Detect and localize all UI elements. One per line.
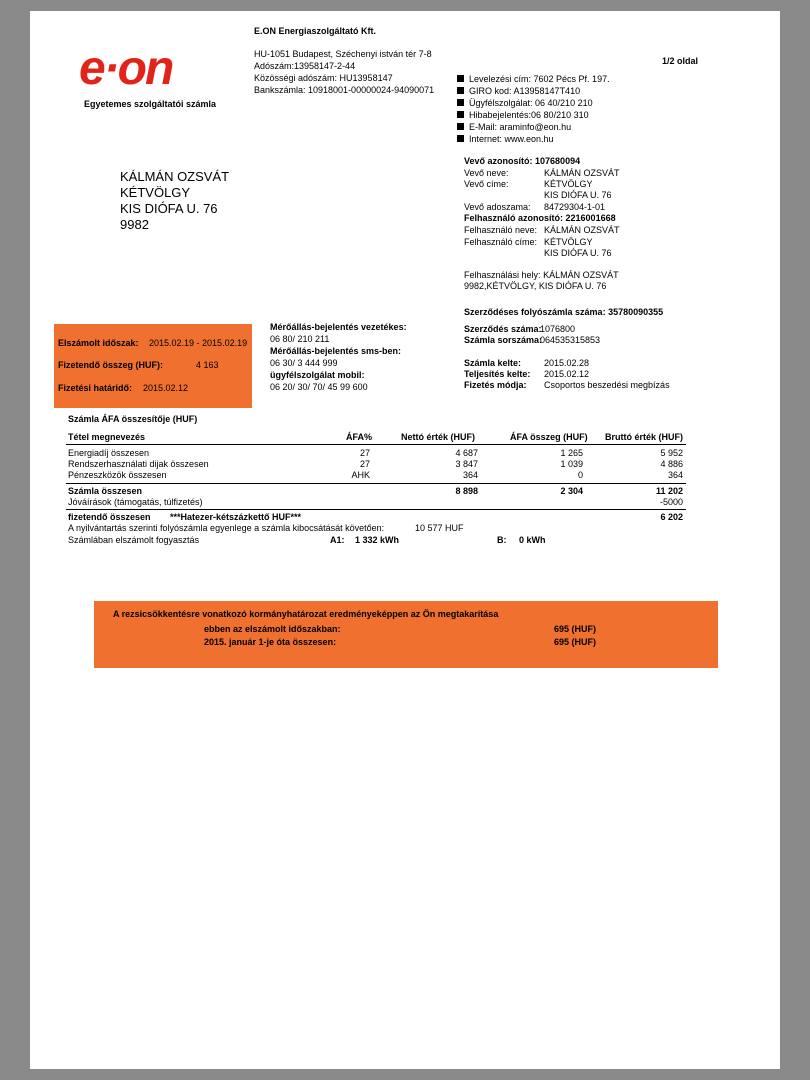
- credit-divider: [66, 509, 686, 510]
- company-name: E.ON Energiaszolgáltató Kft.: [254, 26, 377, 36]
- company-tax-id: Adószám:13958147-2-44: [254, 61, 356, 71]
- company-bank-account: Bankszámla: 10918001-00000024-94090071: [254, 85, 435, 95]
- contact-mail: Levelezési cím: 7602 Pécs Pf. 197.: [457, 74, 610, 84]
- contact-email: E-Mail: araminfo@eon.hu: [457, 122, 571, 132]
- header-divider: [66, 444, 686, 445]
- vat-title: Számla ÁFA összesítője (HUF): [68, 414, 198, 424]
- bullet-icon: [457, 111, 464, 118]
- payment-summary-box: Elszámolt időszak: 2015.02.19 - 2015.02.19 Fizetendő összeg (HUF): 4 163 Fizetési határidő: 2015.02.12: [54, 324, 252, 408]
- bullet-icon: [457, 99, 464, 106]
- bullet-icon: [457, 123, 464, 130]
- savings-box: A rezsicsökkentésre vonatkozó kormányhatározat eredményeképpen az Ön megtakarítása ebben az elszámolt időszakban: 695 (HUF) 2015. január 1-je óta összesen: 695 (HUF): [94, 601, 718, 668]
- invoice-page: e·on Egyetemes szolgáltatói számla E.ON Energiaszolgáltató Kft. HU-1051 Budapest, Széchenyi istván tér 7-8 Adószám:13958147-2-44 Közösségi adószám: HU13958147 Bankszámla: 10918001-00000024-94090071 1/2 oldal Levelezési cím: 7602 Pécs Pf. 197. GIRO kod: A13958147T410 Ügyfélszolgálat: 06 40/210 210 Hibabejelentés:06 80/210 310 E-Mail: araminfo@eon.hu Internet: www.eon.hu KÁLMÁN OZSVÁT KÉTVÖLGY KIS DIÓFA U. 76 9982 Vevő azonosító: 107680094 Vevő neve: KÁLMÁN OZSVÁT Vevő címe: KÉTVÖLGY KIS DIÓFA U. 76 Vevő adoszama: 84729304-1-01 Felhasználó azonosító: 2216001668 Felhasználó neve: KÁLMÁN OZSVÁT Felhasználó címe: KÉTVÖLGY KIS DIÓFA U. 76 Felhasználási hely: KÁLMÁN OZSVÁT 9982,KÉTVÖLGY, KIS DIÓFA U. 76 Szerződéses folyószámla száma: 35780090355 Szerződés száma: 1076800 Számla sorszáma: 064535315853 Számla kelte: 2015.02.28 Teljesítés kelte: 2015.02.12 Fizetés módja: Csoportos beszedési megbízás Mérőállás-bejelentés vezetékes: 06 80/ 210 211 Mérőállás-bejelentés sms-ben: 06 30/ 3 444 999 ügyfélszolgálat mobil: 06 20/ 30/ 70/ 45 99 600 Elszámolt időszak: 2015.02.19 - 2015.02.19 Fizetendő összeg (HUF): 4 163 Fizetési határidő: 2015.02.12 Számla ÁFA összesítője (HUF) Tétel megnevezés ÁFA% Nettó érték (HUF) ÁFA összeg (HUF) Bruttó érték (HUF) Energiadíj összesen 27 4 687 1 265 5 952 Rendszerhasználati dijak összesen 27 3 847 1 039 4 886 Pénzeszközök összesen AHK 364 0 364 Számla összesen 8 898 2 304 11 202 Jóváírások (támogatás, túlfizetés) -5000 fizetendő összesen ***Hatezer-kétszázkettő HUF*** 6 202 A nyilvántartás szerinti folyószámla egyenlege a számla kibocsátását követően: 10 577 HUF Számlában elszámolt fogyasztás A1: 1 332 kWh B: 0 kWh A rezsicsökkentésre vonatkozó kormányhatározat eredményeképpen az Ön megtakarítása ebben az elszámolt időszakban: 695 (HUF) 2015. január 1-je óta összesen: 695 (HUF): [30, 11, 780, 1069]
- eon-logo: e·on: [79, 42, 173, 95]
- contact-fault: Hibabejelentés:06 80/210 310: [457, 110, 589, 120]
- page-number: 1/2 oldal: [662, 56, 699, 66]
- bullet-icon: [457, 87, 464, 94]
- contact-service: Ügyfélszolgálat: 06 40/210 210: [457, 98, 593, 108]
- bullet-icon: [457, 135, 464, 142]
- company-address: HU-1051 Budapest, Széchenyi istván tér 7-8: [254, 49, 432, 59]
- contact-web: Internet: www.eon.hu: [457, 134, 554, 144]
- invoice-type: Egyetemes szolgáltatói számla: [84, 99, 217, 109]
- contact-giro: GIRO kod: A13958147T410: [457, 86, 580, 96]
- rows-divider: [66, 483, 686, 484]
- bullet-icon: [457, 75, 464, 82]
- company-eu-tax-id: Közösségi adószám: HU13958147: [254, 73, 393, 83]
